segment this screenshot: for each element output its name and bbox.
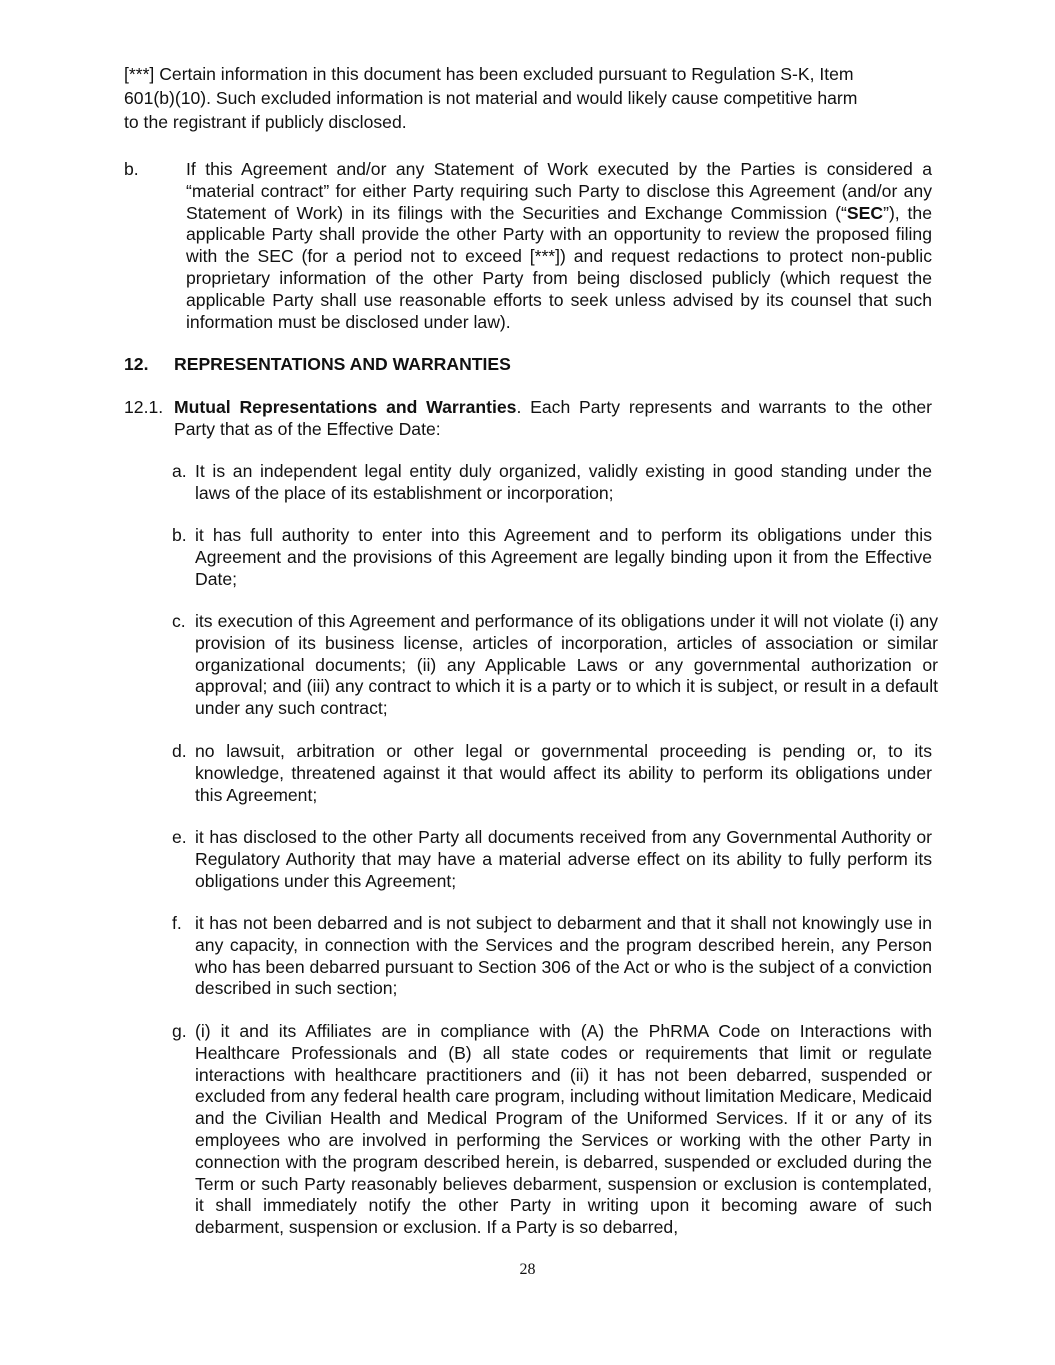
list-item-marker: g. [172,1021,187,1041]
page-number: 28 [519,1261,536,1278]
notice-line-1: [***] Certain information in this document has been excluded pursuant to Regulation S-K, Item [124,64,854,84]
subsection-12-1-heading: Mutual Representations and Warranties [174,397,517,417]
list-item: no lawsuit, arbitration or other legal or governmental proceeding is pending or, to its knowledge, threatened against it that would affect its ability to perform its obligations under this Agreement; [195,741,932,805]
list-item: It is an independent legal entity duly organized, validly existing in good standing under the laws of the place of its establishment or incorporation; [195,461,932,503]
list-item-marker: f. [172,913,182,933]
subsection-12-1-body: . Each Party represents and warrants to the other Party that as of the Effective Date: [174,397,932,439]
list-item-marker: b. [172,525,187,545]
paragraph-b-text-before: If this Agreement and/or any Statement of Work executed by the Parties is considered a “material contract” for either Party requiring such Party to disclose this Agreement (and/or any Statement of Work) in its filings with the Securities and Exchange Commission (“ [186,159,932,223]
notice-line-2: 601(b)(10). Such excluded information is not material and would likely cause competitive harm [124,88,858,108]
section-12-number: 12. [124,354,149,374]
section-12-title: REPRESENTATIONS AND WARRANTIES [174,354,511,374]
list-item: it has disclosed to the other Party all documents received from any Governmental Authority or Regulatory Authority that may have a material adverse effect on its ability to fully perform its obligations under this Agreement; [195,827,932,891]
list-item: it has not been debarred and is not subject to debarment and that it shall not knowingly use in any capacity, in connection with the Services and the program described herein, any Person who has been debarred pursuant to Section 306 of the Act or who is the subject of a conviction described in such section; [195,913,932,999]
subsection-12-1-text [174,397,932,441]
list-item: it has full authority to enter into this Agreement and to perform its obligations under this Agreement and the provisions of this Agreement are legally binding upon it from the Effective Date; [195,525,932,589]
list-item-marker: c. [172,611,186,631]
list-item: (i) it and its Affiliates are in compliance with (A) the PhRMA Code on Interactions with Healthcare Professionals and (B) all state codes or requirements that limit or regulate interactions with healthcare practitioners and (ii) it has not been debarred, suspended or excluded from any federal health care program, including without limitation Medicare, Medicaid and the Civilian Health and Medical Program of the Uniformed Services. If it or any of its employees who are involved in performing the Services or working with the other Party in connection with the program described herein, is debarred, suspended or excluded during the Term or such Party reasonably believes debarment, suspension or exclusion is contemplated, it shall immediately notify the other Party in writing upon it becoming aware of such debarment, suspension or exclusion. If a Party is so debarred, [195,1021,932,1238]
paragraph-b-marker: b. [124,159,139,179]
sec-defined-term: SEC [846,202,884,223]
list-item-marker: e. [172,827,187,847]
list-item-marker: d. [172,741,187,761]
subsection-12-1-number: 12.1. [124,397,164,417]
notice-line-3: to the registrant if publicly disclosed. [124,112,407,132]
list-item-marker: a. [172,461,187,481]
list-item: its execution of this Agreement and performance of its obligations under it will not violate (i) any provision of its business license, articles of incorporation, articles of association or similar organizational documents; (ii) any Applicable Laws or any governmental authorization or approval; and (iii) any contract to which it is a party or to which it is subject, or result in a default under any such contract; [195,611,938,719]
paragraph-b-text [186,159,932,333]
paragraph-b-text-after: ”), the applicable Party shall provide the other Party with an opportunity to review the proposed filing with the SEC (for a period not to exceed [***]) and request redactions to protect non-public proprietary information of the other Party from being disclosed publicly (which request the applicable Party shall use reasonable efforts to seek unless advised by its counsel that such information must be disclosed under law). [186,202,932,332]
